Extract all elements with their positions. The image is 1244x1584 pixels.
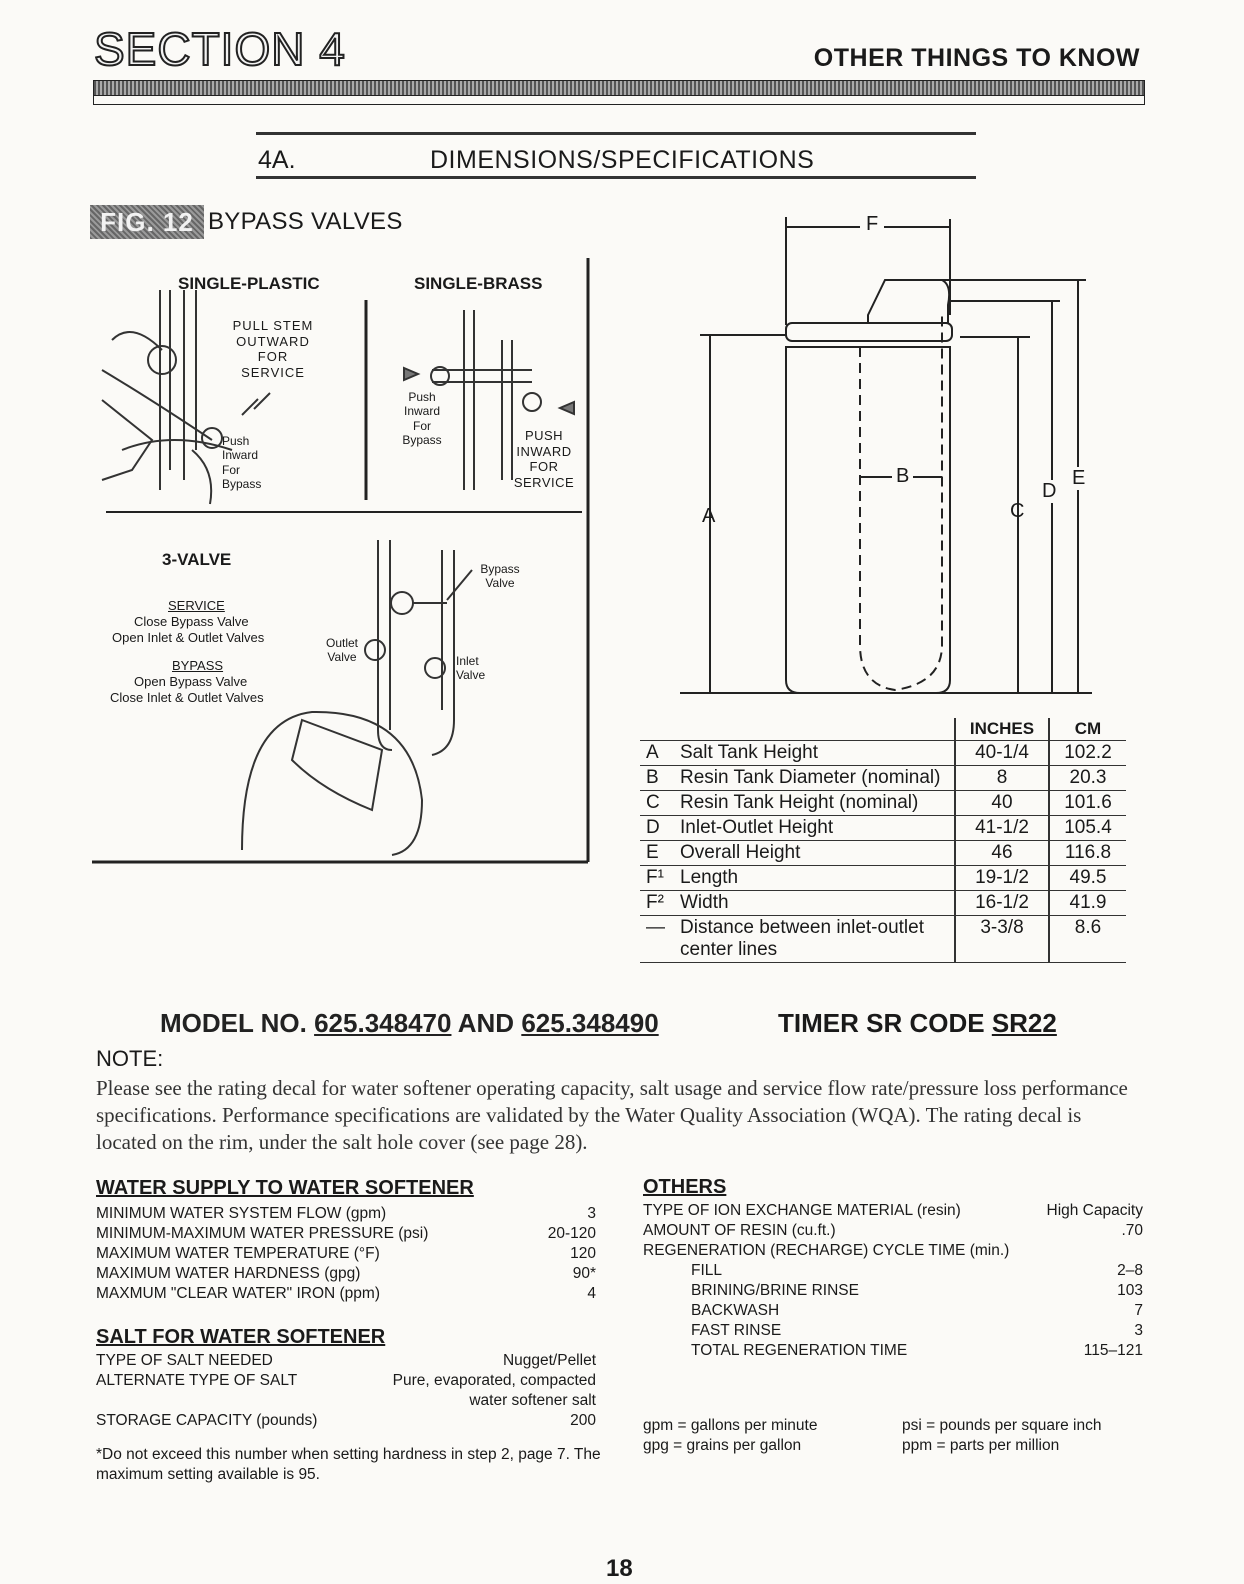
regen-step-label: TOTAL REGENERATION TIME xyxy=(691,1342,908,1359)
model-prefix: MODEL NO. xyxy=(160,1008,307,1038)
regen-step-row xyxy=(643,1281,1143,1301)
heading-rule-bottom xyxy=(256,176,976,179)
others-heading: OTHERS xyxy=(643,1176,727,1198)
dimension-key: A xyxy=(640,741,674,766)
salt-alt-row-2 xyxy=(96,1391,596,1411)
bypass-step-2: Close Inlet & Outlet Valves xyxy=(110,690,264,705)
softener-dimension-diagram xyxy=(680,205,1100,700)
dimension-key: E xyxy=(640,841,674,866)
water-supply-label: MAXIMUM WATER HARDNESS (gpg) xyxy=(96,1265,361,1282)
note-heading: NOTE: xyxy=(96,1046,164,1071)
dimension-description: Inlet-Outlet Height xyxy=(674,816,955,841)
dimension-row xyxy=(640,766,1126,791)
service-step-2: Open Inlet & Outlet Valves xyxy=(112,630,265,645)
salt-alt-value-2: water softener salt xyxy=(469,1392,596,1409)
section-rule xyxy=(93,80,1145,96)
resin-type-row xyxy=(643,1201,1143,1221)
regen-step-label: FILL xyxy=(691,1262,723,1279)
water-supply-row xyxy=(96,1284,596,1304)
resin-amount-row xyxy=(643,1221,1143,1241)
dimension-inches: 19-1/2 xyxy=(955,866,1049,891)
dimension-description: Resin Tank Height (nominal) xyxy=(674,791,955,816)
salt-type-value: Nugget/Pellet xyxy=(502,1352,596,1369)
model-number-2: 625.348490 xyxy=(521,1008,659,1038)
dimension-cm: 8.6 xyxy=(1049,916,1126,963)
dimension-description: Resin Tank Diameter (nominal) xyxy=(674,766,955,791)
salt-storage-label: STORAGE CAPACITY (pounds) xyxy=(96,1412,318,1429)
regen-label: REGENERATION (RECHARGE) CYCLE TIME (min.) xyxy=(643,1242,1010,1259)
water-supply-row xyxy=(96,1224,596,1244)
figure-caption: BYPASS VALVES xyxy=(208,208,403,235)
heading-rule-top xyxy=(256,132,976,135)
dimension-inches: 40 xyxy=(955,791,1049,816)
regen-step-row xyxy=(643,1321,1143,1341)
dimensions-table xyxy=(640,718,1126,963)
label-a: A xyxy=(702,505,716,527)
dimension-description: Distance between inlet-outlet center lines xyxy=(674,916,955,963)
dimension-row xyxy=(640,791,1126,816)
dimension-row xyxy=(640,741,1126,766)
dimension-row xyxy=(640,841,1126,866)
water-supply-value: 3 xyxy=(587,1205,596,1222)
dimension-cm: 49.5 xyxy=(1049,866,1126,891)
regen-step-label: BACKWASH xyxy=(691,1302,780,1319)
regen-step-row xyxy=(643,1301,1143,1321)
regen-step-value: 115–121 xyxy=(1083,1342,1143,1359)
note-text: Please see the rating decal for water softener operating capacity, salt usage and service flow rate/pressure loss performance specifications. Performance specifications are validated by the Water Quality Association (WQA). The rating decal is located on the rim, under the salt hole cover (see page 28). xyxy=(96,1076,1128,1154)
salt-alt-value-1: Pure, evaporated, compacted xyxy=(392,1372,596,1389)
inlet-valve-label: Inlet Valve xyxy=(456,654,486,683)
water-supply-value: 4 xyxy=(587,1285,596,1302)
label-d: D xyxy=(1042,480,1057,502)
salt-type-row xyxy=(96,1351,596,1371)
unit-psi: psi = pounds per square inch xyxy=(902,1417,1102,1434)
plastic-push-note: Push Inward For Bypass xyxy=(222,434,262,492)
dimension-key: — xyxy=(640,916,674,963)
water-supply-value: 20-120 xyxy=(547,1225,596,1242)
section-rule-bottom xyxy=(93,96,1145,105)
resin-type-value: High Capacity xyxy=(1046,1202,1143,1219)
label-c: C xyxy=(1010,500,1025,522)
water-supply-row xyxy=(96,1264,596,1284)
pull-stem-note: PULL STEM OUTWARD FOR SERVICE xyxy=(232,318,314,380)
model-and: AND xyxy=(457,1008,515,1038)
dimension-key: B xyxy=(640,766,674,791)
regen-step-row xyxy=(643,1261,1143,1281)
dimension-description: Salt Tank Height xyxy=(674,741,955,766)
service-heading: SERVICE xyxy=(168,598,225,613)
salt-section xyxy=(96,1326,601,1485)
salt-heading: SALT FOR WATER SOFTENER xyxy=(96,1326,386,1348)
salt-storage-value: 200 xyxy=(570,1412,596,1429)
dimension-cm: 20.3 xyxy=(1049,766,1126,791)
unit-gpm: gpm = gallons per minute xyxy=(643,1417,818,1434)
dimension-row xyxy=(640,891,1126,916)
water-supply-label: MINIMUM WATER SYSTEM FLOW (gpm) xyxy=(96,1205,387,1222)
water-supply-row xyxy=(96,1204,596,1224)
dimension-cm: 101.6 xyxy=(1049,791,1126,816)
bypass-valve-label: Bypass Valve xyxy=(480,562,520,591)
dimension-description: Overall Height xyxy=(674,841,955,866)
dimension-cm: 105.4 xyxy=(1049,816,1126,841)
dimension-cm: 41.9 xyxy=(1049,891,1126,916)
water-supply-label: MAXIMUM WATER TEMPERATURE (°F) xyxy=(96,1245,380,1262)
dimension-inches: 46 xyxy=(955,841,1049,866)
regen-step-label: FAST RINSE xyxy=(691,1322,782,1339)
col-cm: CM xyxy=(1049,718,1126,741)
water-supply-label: MAXMUM "CLEAR WATER" IRON (ppm) xyxy=(96,1285,380,1302)
dimension-inches: 40-1/4 xyxy=(955,741,1049,766)
figure-badge: FIG. 12 xyxy=(90,205,204,239)
resin-amount-value: .70 xyxy=(1121,1222,1143,1239)
salt-type-label: TYPE OF SALT NEEDED xyxy=(96,1352,273,1369)
dimension-description: Length xyxy=(674,866,955,891)
dimension-row xyxy=(640,916,1126,963)
water-supply-row xyxy=(96,1244,596,1264)
timer-prefix: TIMER SR CODE xyxy=(778,1008,985,1038)
timer-code: SR22 xyxy=(991,1008,1057,1038)
water-supply-heading: WATER SUPPLY TO WATER SOFTENER xyxy=(96,1177,474,1199)
resin-type-label: TYPE OF ION EXCHANGE MATERIAL (resin) xyxy=(643,1202,961,1219)
label-b: B xyxy=(892,465,913,488)
salt-alt-label: ALTERNATE TYPE OF SALT xyxy=(96,1372,298,1389)
dimension-key: F¹ xyxy=(640,866,674,891)
regen-step-value: 3 xyxy=(1134,1322,1143,1339)
dimension-key: C xyxy=(640,791,674,816)
dimension-row xyxy=(640,816,1126,841)
salt-alt-row xyxy=(96,1371,596,1391)
section-subtitle: OTHER THINGS TO KNOW xyxy=(813,44,1140,72)
dimension-key: D xyxy=(640,816,674,841)
page-number: 18 xyxy=(606,1555,633,1582)
water-supply-value: 120 xyxy=(570,1245,596,1262)
salt-footnote: *Do not exceed this number when setting hardness in step 2, page 7. The maximum setting available is 95. xyxy=(96,1446,601,1483)
col-inches: INCHES xyxy=(955,718,1049,741)
salt-storage-row xyxy=(96,1411,596,1431)
dimension-inches: 8 xyxy=(955,766,1049,791)
outlet-valve-label: Outlet Valve xyxy=(325,636,358,665)
dimension-inches: 41-1/2 xyxy=(955,816,1049,841)
unit-gpg: gpg = grains per gallon xyxy=(643,1437,802,1454)
heading-title: DIMENSIONS/SPECIFICATIONS xyxy=(430,146,815,174)
regen-row xyxy=(643,1241,1143,1261)
label-e: E xyxy=(1072,467,1086,489)
regen-step-row xyxy=(643,1341,1143,1361)
service-step-1: Close Bypass Valve xyxy=(134,614,249,629)
brass-push-service-note: PUSH INWARD FOR SERVICE xyxy=(513,428,575,490)
dimension-cm: 102.2 xyxy=(1049,741,1126,766)
dimension-cm: 116.8 xyxy=(1049,841,1126,866)
model-number-1: 625.348470 xyxy=(314,1008,452,1038)
dimension-inches: 3-3/8 xyxy=(955,916,1049,963)
water-supply-label: MINIMUM-MAXIMUM WATER PRESSURE (psi) xyxy=(96,1225,429,1242)
three-valve-title: 3-VALVE xyxy=(162,550,232,569)
timer-line xyxy=(778,1008,1057,1039)
regen-step-value: 103 xyxy=(1117,1282,1143,1299)
water-supply-section xyxy=(96,1177,596,1304)
model-line xyxy=(160,1008,659,1039)
single-brass-title: SINGLE-BRASS xyxy=(414,274,543,293)
unit-ppm: ppm = parts per million xyxy=(902,1437,1060,1454)
label-f: F xyxy=(860,213,884,236)
bypass-step-1: Open Bypass Valve xyxy=(134,674,248,689)
heading-number: 4A. xyxy=(258,146,296,174)
water-supply-value: 90* xyxy=(572,1265,596,1282)
brass-push-bypass-note: Push Inward For Bypass xyxy=(402,390,442,448)
regen-step-value: 2–8 xyxy=(1117,1262,1143,1279)
dimension-inches: 16-1/2 xyxy=(955,891,1049,916)
regen-step-value: 7 xyxy=(1134,1302,1143,1319)
dimension-key: F² xyxy=(640,891,674,916)
regen-step-label: BRINING/BRINE RINSE xyxy=(691,1282,859,1299)
dimension-row xyxy=(640,866,1126,891)
bypass-heading: BYPASS xyxy=(172,658,224,673)
others-section xyxy=(643,1177,1143,1361)
softener-outline xyxy=(680,205,1100,700)
dimensions-header-row xyxy=(640,718,1126,741)
dimension-description: Width xyxy=(674,891,955,916)
bypass-valves-figure xyxy=(92,250,592,870)
section-title: SECTION 4 xyxy=(94,23,346,75)
single-plastic-title: SINGLE-PLASTIC xyxy=(178,274,320,293)
resin-amount-label: AMOUNT OF RESIN (cu.ft.) xyxy=(643,1222,836,1239)
